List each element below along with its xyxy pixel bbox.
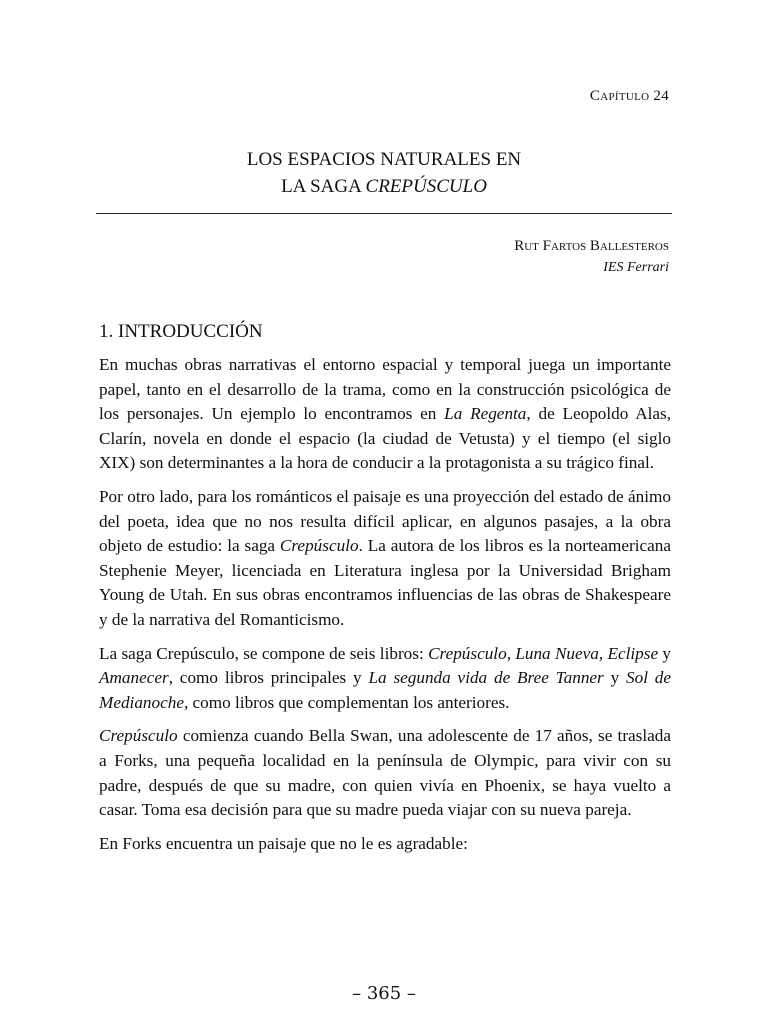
- text-run: , como libros principales y: [168, 668, 369, 688]
- author-block: [514, 236, 669, 278]
- text-run: En Forks encuentra un paisaje que no le es agradable:: [99, 833, 468, 853]
- text-run: , de Leopoldo Alas, Clarín, novela en donde el espacio (la ciudad de Vetusta) y el tiempo (el siglo XIX) son determinantes a la hora de conducir a la protagonista a su trágico final.: [99, 404, 671, 473]
- section-heading: 1. INTRODUCCIÓN: [99, 321, 263, 342]
- text-run: ,: [506, 643, 516, 663]
- paragraph-3: [99, 642, 671, 716]
- author-name: Rut Fartos Ballesteros: [514, 238, 669, 254]
- text-run-italic: Amanecer: [99, 668, 169, 688]
- author-institution: IES Ferrari: [603, 260, 669, 275]
- text-run-italic: Crepúsculo: [279, 536, 359, 556]
- title-line-2: [96, 173, 672, 200]
- text-run-italic: Sol de Medianoche: [99, 668, 672, 712]
- page-number: – 365 –: [352, 983, 416, 1004]
- paragraph-1: [99, 353, 671, 476]
- text-run-italic: La segunda vida de Bree Tanner: [368, 668, 604, 688]
- paragraph-4: [99, 724, 671, 822]
- body-text: [99, 353, 671, 865]
- paragraph-2: [99, 485, 671, 633]
- document-title: [96, 146, 672, 200]
- chapter-label: Capítulo 24: [589, 88, 669, 104]
- text-run-italic: La Regenta: [444, 404, 527, 424]
- text-run: y: [603, 668, 626, 688]
- text-run: , como libros que complementan los anteriores.: [183, 692, 510, 712]
- text-run-italic: Crepúsculo: [99, 726, 178, 746]
- paragraph-5: [99, 832, 671, 857]
- title-line-1: LOS ESPACIOS NATURALES EN: [246, 149, 522, 170]
- title-line-2-plain: LA SAGA: [281, 176, 366, 197]
- text-run: comienza cuando Bella Swan, una adolescente de 17 años, se traslada a Forks, una pequeña localidad en la península de Olympic, para vivir con su padre, después de que su madre, con quien vivía en Phoenix, se haya vuelto a casar. Toma esa decisión para que su madre pueda viajar con su nueva pareja.: [99, 726, 671, 820]
- text-run: Por otro lado, para los románticos el paisaje es una proyección del estado de ánimo del poeta, idea que no nos resulta difícil aplicar, en algunos pasajes, a la obra objeto de estudio: la saga: [99, 486, 671, 556]
- text-run-italic: Luna Nueva, Eclipse: [515, 643, 659, 663]
- text-run: . La autora de los libros es la norteamericana Stephenie Meyer, licenciada en Literatura inglesa por la Universidad Brigham Young de Utah. En sus obras encontramos influencias de las obras de Shakespeare y de la narrativa del Romanticismo.: [99, 536, 671, 629]
- text-run: y: [658, 643, 672, 663]
- text-run: En muchas obras narrativas el entorno espacial y temporal juega un importante papel, tanto en el desarrollo de la trama, como en la construcción psicológica de los personajes. Un ejemplo lo encontramos en: [99, 355, 671, 424]
- text-run-italic: Crepúsculo: [428, 643, 507, 663]
- text-run: La saga Crepúsculo, se compone de seis libros:: [99, 643, 429, 663]
- title-line-2-italic: CREPÚSCULO: [365, 176, 487, 197]
- title-divider: [96, 213, 672, 214]
